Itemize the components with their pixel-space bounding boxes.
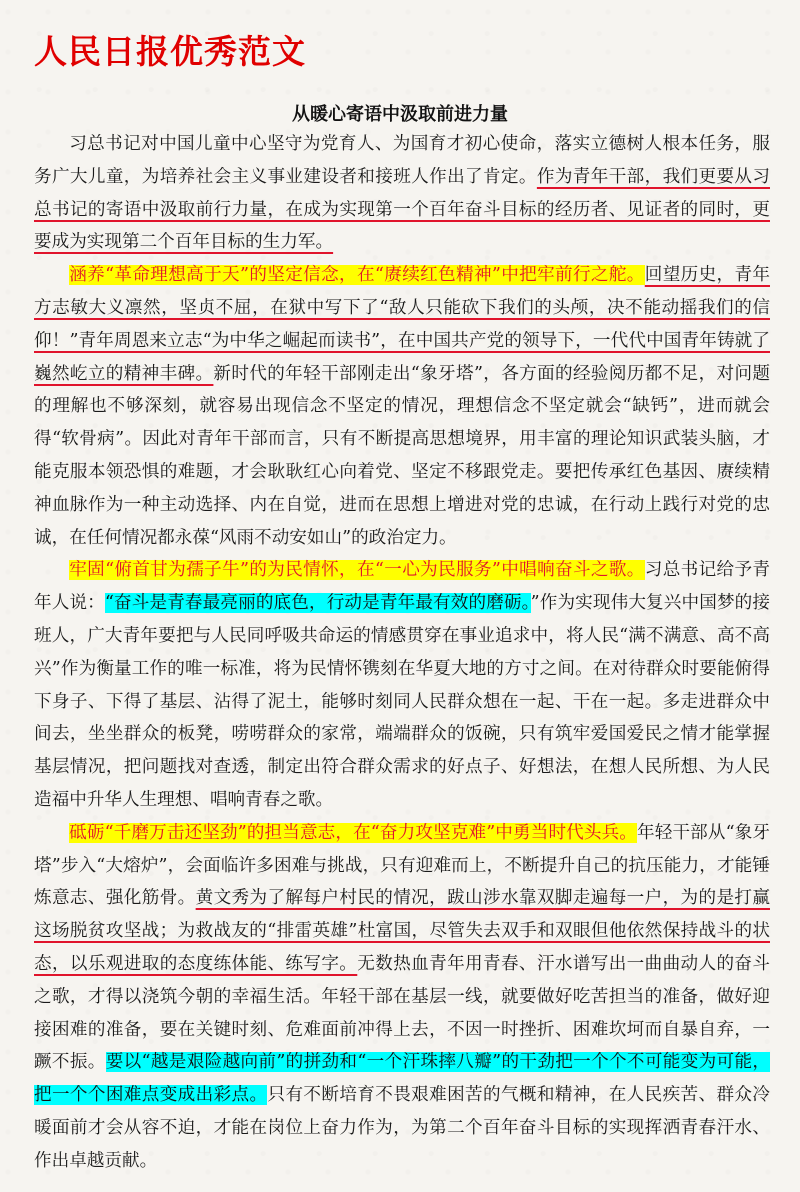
underlined-text: 作为青年干部，我们更要从习总书记的寄语中汲取前行力量，在成为实现第一个百年奋斗目标的经历者、见证者的同时，更要成为实现第二个百年目标的生力军。 — [34, 166, 770, 253]
highlighted-heading: 涵养“革命理想高于天”的坚定信念，在“赓续红色精神”中把牢前行之舵。 — [69, 265, 645, 286]
article-body — [34, 128, 770, 1178]
highlighted-heading: 牢固“俯首甘为孺子牛”的为民情怀，在“一心为民服务”中唱响奋斗之歌。 — [69, 560, 645, 581]
body-text: 新时代的年轻干部刚走出“象牙塔”，各方面的经验阅历都不足，对问题的理解也不够深刻，就容易出现信念不坚定的情况，理想信念不坚定就会“缺钙”，进而就会得“软骨病”。因此对青年干部而言，只有不断提高思想境界，用丰富的理论知识武装头脑，才能克服本领恐惧的难题，才会耿耿红心向着党、坚定不移跟党走。要把传承红色基因、赓续精神血脉作为一种主动选择、内在自觉，进而在思想上增进对党的忠诚，在行动上践行对党的忠诚，在任何情况都永葆“风雨不动安如山”的政治定力。 — [34, 363, 770, 548]
body-text: 年轻干部从“象牙塔”步入“大熔炉”，会面临许多困难与挑战，只有迎难而上，不断提升自己的抗压能力，才能锤炼意志、强化筋骨。 — [34, 822, 770, 909]
underlined-text: 回望历史，青年方志敏大义凛然，坚贞不屈，在狱中写下了“敌人只能砍下我们的头颅，决不能动摇我们的信仰！”青年周恩来立志“为中华之崛起而读书”，在中国共产党的领导下，一代代中国青年铸就了巍然屹立的精神丰碑。 — [34, 265, 770, 384]
article-paragraph — [34, 554, 770, 816]
underlined-text: 黄文秀为了解每户村民的情况，跋山涉水靠双脚走遍每一户，为的是打赢这场脱贫攻坚战；为救战友的“排雷英雄”杜富国，尽管失去双手和双眼但他依然保持战斗的状态，以乐观进取的态度练体能、练写字。 — [34, 888, 770, 974]
body-text: 习总书记对中国儿童中心坚守为党育人、为国育才初心使命，落实立德树人根本任务，服务广大儿童，为培养社会主义事业建设者和接班人作出了肯定。 — [34, 134, 770, 187]
body-text: 只有不断培育不畏艰难困苦的气概和精神，在人民疾苦、群众冷暖面前才会从容不迫，才能在岗位上奋力作为，为第二个百年奋斗目标的实现挥洒青春汗水、作出卓越贡献。 — [34, 1085, 770, 1171]
article-paragraph — [34, 259, 770, 554]
highlighted-quote: “奋斗是青春最亮丽的底色，行动是青年最有效的磨砺。 — [104, 593, 531, 614]
article-title: 从暖心寄语中汲取前进力量 — [292, 104, 508, 125]
article-paragraph — [34, 128, 770, 259]
highlighted-quote: 要以“越是艰险越向前”的拼劲和“一个汗珠摔八瓣”的干劲把一个个不可能变为可能，把一个个困难点变成出彩点。 — [34, 1052, 770, 1106]
body-text: ”作为实现伟大复兴中国梦的接班人，广大青年要把与人民同呼吸共命运的情感贯穿在事业追求中，将人民“满不满意、高不高兴”作为衡量工作的唯一标准，将为民情怀镌刻在华夏大地的方寸之间。在对待群众时要能俯得下身子、下得了基层、沾得了泥土，能够时刻同人民群众想在一起、干在一起。多走进群众中间去，坐坐群众的板凳，唠唠群众的家常，端端群众的饭碗，只有筑牢爱国爱民之情才能掌握基层情况，把问题找对查透，制定出符合群众需求的好点子、好想法，在想人民所想、为人民造福中升华人生理想、唱响青春之歌。 — [34, 593, 770, 810]
body-text: 无数热血青年用青春、汗水谱写出一曲曲动人的奋斗之歌，才得以浇筑今朝的幸福生活。年轻干部在基层一线，就要做好吃苦担当的准备，做好迎接困难的准备，要在关键时刻、危难面前冲得上去，不因一时挫折、困难坎坷而自暴自弃，一蹶不振。 — [34, 953, 770, 1073]
article-paragraph — [34, 817, 770, 1178]
brand-heading: 人民日报优秀范文 — [34, 32, 306, 71]
body-text: 习总书记给予青年人说： — [34, 560, 770, 614]
highlighted-heading: 砥砺“千磨万击还坚劲”的担当意志，在“奋力攻坚克难”中勇当时代头兵。 — [69, 822, 638, 843]
